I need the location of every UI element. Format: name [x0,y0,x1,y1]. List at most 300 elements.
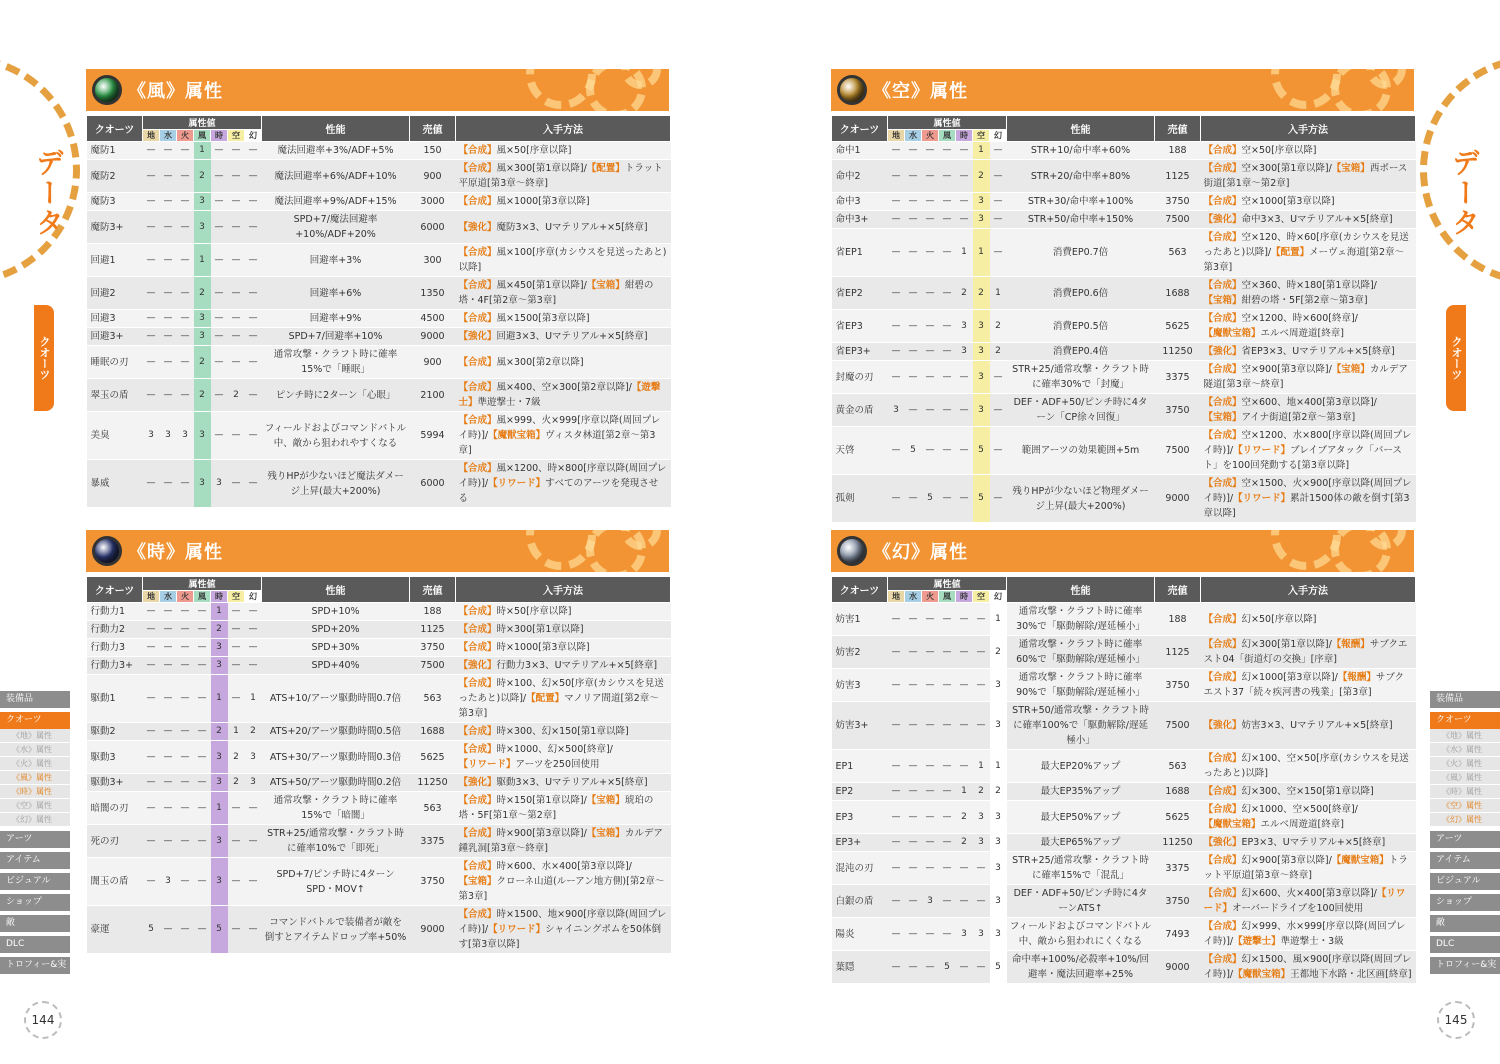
obtain-detail: 幻×100、空×50[序章(カシウスを見送ったあと)以降] [1203,753,1409,779]
header-element-0: 地 [143,591,160,603]
obtain-method-tag: 【リワード】 [1203,888,1406,914]
quartz-name: 駆動1 [87,675,143,723]
element-value: — [956,885,973,918]
quartz-obtain [456,906,671,954]
element-value: — [245,346,262,379]
element-value: — [194,603,211,621]
element-value: 2 [973,160,990,193]
menu-item-4[interactable]: ビジュアル [1430,873,1500,890]
element-value: 3 [990,834,1007,852]
menu-subitem-0[interactable]: 《地》属性 [0,729,70,743]
obtain-detail: 回避3×3、Uマテリアル+×5[終章] [496,331,648,342]
obtain-method-tag: 【宝箱】 [586,795,625,806]
obtain-method-tag: 【合成】 [458,795,497,806]
element-value: — [905,834,922,852]
element-value: 2 [990,310,1007,343]
quartz-name: 回避3+ [87,328,143,346]
element-value: 3 [211,741,228,774]
element-value: — [143,460,160,508]
element-value: — [956,160,973,193]
menu-subitem-1[interactable]: 《水》属性 [0,743,70,757]
quartz-effect: コマンドバトルで装備者が敵を倒すとアイテムドロップ率+50% [262,906,410,954]
element-value: — [228,193,245,211]
menu-subitem-5[interactable]: 《空》属性 [0,799,70,813]
obtain-detail: 時×1000[第3章以降] [496,642,590,653]
obtain-detail: 時×300[第1章以降] [496,624,584,635]
quartz-row [87,774,671,792]
quartz-name: 陽炎 [832,918,888,951]
element-value: — [888,669,905,702]
element-value: — [245,193,262,211]
element-value: 1 [990,603,1007,636]
quartz-obtain [1201,193,1416,211]
obtain-method-tag: 【強化】 [458,331,497,342]
element-value: — [143,160,160,193]
menu-subitem-3[interactable]: 《風》属性 [0,771,70,785]
element-value: — [905,229,922,277]
obtain-method-tag: 【遊撃士】 [458,382,661,408]
obtain-detail: 時×100、幻×50[序章(カシウスを見送ったあと)以降]/ [458,678,664,704]
element-value: — [990,394,1007,427]
element-value: — [143,142,160,160]
quartz-obtain [456,603,671,621]
menu-subitem-4[interactable]: 《時》属性 [1430,785,1500,799]
quartz-effect: ATS+50/アーツ駆動時間0.2倍 [262,774,410,792]
element-value: — [956,361,973,394]
menu-subitem-2[interactable]: 《火》属性 [0,757,70,771]
element-value: — [973,603,990,636]
menu-subitem-6[interactable]: 《幻》属性 [0,813,70,827]
quartz-name: 回避3 [87,310,143,328]
obtain-detail: 風×300[第2章以降] [496,356,584,368]
menu-item-8[interactable]: トロフィー&実績 [1430,957,1500,974]
quartz-obtain [456,657,671,675]
obtain-detail: 風×400、空×300[第2章以降]/ [496,382,632,393]
element-value: 2 [211,621,228,639]
obtain-detail: トラット平原道[第3章～終章] [458,163,663,189]
obtain-method-tag: 【合成】 [458,463,497,474]
obtain-detail: 風×1000[第3章以降] [496,196,590,207]
quartz-obtain [1201,361,1416,394]
element-value: — [245,211,262,244]
quartz-effect: 魔法回避率+3%/ADF+5% [262,142,410,160]
quartz-obtain [1201,603,1416,636]
element-value: — [211,346,228,379]
quartz-name: 魔防1 [87,142,143,160]
element-value: — [160,675,177,723]
quartz-effect: 通常攻撃・クラフト時に確率90%で「駆動解除/遅延極小」 [1007,669,1155,702]
quartz-price: 5994 [410,412,456,460]
element-value: — [888,160,905,193]
left-page-number: 144 [24,1001,62,1039]
quartz-effect: 魔法回避率+6%/ADF+10% [262,160,410,193]
element-value: 3 [956,343,973,361]
quartz-price: 3750 [410,639,456,657]
element-value: — [939,361,956,394]
element-value: — [973,852,990,885]
header-attribute-values: 属性値 [143,116,262,130]
section-title: 《空》属性 [873,81,968,102]
element-value: — [939,603,956,636]
menu-item-7[interactable]: DLC [1430,936,1500,953]
obtain-detail: サブクエスト37「続々疾河書の残業」[第3章] [1203,672,1405,698]
quartz-row [87,277,671,310]
quartz-name: 闇玉の盾 [87,858,143,906]
quartz-price: 5625 [1155,310,1201,343]
element-value: — [143,825,160,858]
element-value: — [245,621,262,639]
obtain-detail: 命中3×3、Uマテリアル+×5[終章] [1241,214,1393,225]
quartz-effect: SPD+7/魔法回避率+10%/ADF+20% [262,211,410,244]
quartz-price: 3750 [1155,885,1201,918]
element-value: — [211,211,228,244]
quartz-row [87,460,671,508]
element-value: 3 [211,657,228,675]
element-value: 1 [973,750,990,783]
element-value: 1 [194,244,211,277]
quartz-obtain [1201,310,1416,343]
menu-item-3[interactable]: アイテム [1430,852,1500,869]
section-title: 《時》属性 [128,542,223,563]
menu-item-6[interactable]: 敵 [1430,915,1500,932]
header-element-1: 水 [905,130,922,142]
quartz-price: 563 [1155,750,1201,783]
element-value: — [905,603,922,636]
menu-item-1[interactable]: クオーツ [0,712,70,729]
quartz-name: 駆動3 [87,741,143,774]
element-value: — [939,801,956,834]
menu-subitem-1[interactable]: 《水》属性 [1430,743,1500,757]
left-data-menu [0,691,70,987]
quartz-row [832,361,1416,394]
header-element-6: 幻 [990,130,1007,142]
menu-subitem-0[interactable]: 《地》属性 [1430,729,1500,743]
element-value: — [160,310,177,328]
obtain-method-tag: 【合成】 [458,280,497,291]
header-element-0: 地 [143,130,160,142]
header-element-3: 風 [939,130,956,142]
element-value: — [905,343,922,361]
obtain-method-tag: 【合成】 [458,744,497,755]
quartz-obtain [456,792,671,825]
quartz-name: 省EP1 [832,229,888,277]
quartz-row [87,657,671,675]
quartz-row [87,160,671,193]
quartz-obtain [1201,636,1416,669]
element-value: 3 [990,885,1007,918]
element-value: 3 [211,774,228,792]
menu-item-3[interactable]: アイテム [0,852,70,869]
quartz-obtain [1201,702,1416,750]
obtain-method-tag: 【合成】 [458,145,497,156]
quartz-obtain [1201,160,1416,193]
element-value: 3 [194,460,211,508]
element-value: 3 [211,825,228,858]
element-value: — [160,328,177,346]
quartz-effect: SPD+10% [262,603,410,621]
right-page-number: 145 [1437,1001,1475,1039]
quartz-table [86,576,671,954]
header-element-3: 風 [194,130,211,142]
element-value: — [211,379,228,412]
quartz-name: 暗闇の刃 [87,792,143,825]
obtain-detail: マノリア間道[第2章～第3章] [458,693,659,719]
obtain-method-tag: 【合成】 [1203,786,1242,797]
obtain-detail: 時×600、水×400[第3章以降]/ [496,861,632,872]
section-header [86,69,669,111]
obtain-detail: 空×1500、火×900[序章以降(周回プレイ時)]/ [1203,478,1412,504]
obtain-method-tag: 【合成】 [458,247,497,258]
quartz-name: 白銀の盾 [832,885,888,918]
right-quartz-tab[interactable] [1446,305,1466,411]
element-value: — [939,669,956,702]
obtain-method-tag: 【合成】 [458,415,497,426]
quartz-obtain [1201,783,1416,801]
element-value: — [905,361,922,394]
quartz-name: 死の刃 [87,825,143,858]
element-value: — [888,361,905,394]
quartz-row [832,229,1416,277]
element-value: 3 [211,460,228,508]
element-value: 3 [956,918,973,951]
menu-subitem-5[interactable]: 《空》属性 [1430,799,1500,813]
header-element-5: 空 [973,130,990,142]
obtain-detail: 西ボース街道[第1章～第2章] [1203,163,1408,189]
header-price: 売値 [410,116,456,142]
element-value: — [160,193,177,211]
quartz-price: 563 [1155,229,1201,277]
quartz-name: 天啓 [832,427,888,475]
quartz-obtain [456,211,671,244]
element-value: — [939,750,956,783]
obtain-method-tag: 【遊撃士】 [1233,936,1281,947]
obtain-method-tag: 【宝箱】 [1203,295,1242,306]
obtain-method-tag: 【魔獣宝箱】 [1233,969,1291,980]
element-value: — [228,328,245,346]
quartz-obtain [456,412,671,460]
quartz-effect: 残りHPが少ないほど物理ダメージ上昇(最大+200%) [1007,475,1155,523]
element-value: — [922,750,939,783]
element-value: 1 [973,142,990,160]
header-element-2: 火 [177,130,194,142]
menu-item-5[interactable]: ショップ [1430,894,1500,911]
quartz-effect: SPD+7/回避率+10% [262,328,410,346]
obtain-detail: 風×50[序章以降] [496,145,572,156]
element-value: — [211,244,228,277]
quartz-name: 行動力2 [87,621,143,639]
attribute-orb-icon [92,536,122,566]
header-attribute-values: 属性値 [143,577,262,591]
menu-item-0[interactable]: 装備品 [1430,691,1500,708]
header-element-6: 幻 [245,591,262,603]
header-obtain: 入手方法 [1201,577,1416,603]
header-element-3: 風 [194,591,211,603]
obtain-method-tag: 【合成】 [1203,954,1242,965]
quartz-table [831,115,1416,523]
quartz-price: 1125 [1155,160,1201,193]
obtain-method-tag: 【魔獣宝箱】 [1331,855,1389,866]
element-value: 1 [194,142,211,160]
menu-item-4[interactable]: ビジュアル [0,873,70,890]
element-value: — [245,906,262,954]
element-value: — [177,675,194,723]
element-value: 3 [194,193,211,211]
element-value: — [177,277,194,310]
quartz-effect: 範囲アーツの効果範囲+5m [1007,427,1155,475]
element-value: — [194,906,211,954]
quartz-name: 駆動3+ [87,774,143,792]
element-value: 3 [211,858,228,906]
element-value: — [888,918,905,951]
quartz-name: 混沌の刃 [832,852,888,885]
obtain-detail: 風×1500[第3章以降] [496,313,590,324]
quartz-price: 9000 [410,906,456,954]
quartz-row [87,379,671,412]
element-value: 5 [922,475,939,523]
obtain-method-tag: 【宝箱】 [1331,163,1370,174]
menu-item-0[interactable]: 装備品 [0,691,70,708]
menu-subitem-4[interactable]: 《時》属性 [0,785,70,799]
element-value: — [228,657,245,675]
element-value: — [922,229,939,277]
menu-subitem-3[interactable]: 《風》属性 [1430,771,1500,785]
obtain-method-tag: 【合成】 [1203,313,1242,324]
element-value: — [228,792,245,825]
element-value: — [905,783,922,801]
quartz-obtain [1201,229,1416,277]
obtain-method-tag: 【合成】 [1203,397,1242,408]
quartz-obtain [456,858,671,906]
obtain-detail: 風×450[第1章以降]/ [496,280,587,291]
element-value: — [177,723,194,741]
menu-item-5[interactable]: ショップ [0,894,70,911]
header-element-4: 時 [211,130,228,142]
quartz-row [87,310,671,328]
menu-subitem-2[interactable]: 《火》属性 [1430,757,1500,771]
element-value: 3 [177,412,194,460]
element-value: — [143,346,160,379]
quartz-name: 命中3+ [832,211,888,229]
element-value: — [956,394,973,427]
element-value: 1 [228,723,245,741]
element-value: — [194,723,211,741]
element-value: 3 [956,310,973,343]
header-obtain: 入手方法 [456,577,671,603]
element-value: — [160,723,177,741]
element-value: — [143,277,160,310]
header-effect: 性能 [262,116,410,142]
element-value: — [177,774,194,792]
element-value: — [905,193,922,211]
obtain-detail: 空×1200、水×800[序章以降(周回プレイ時)]/ [1203,430,1412,456]
menu-subitem-6[interactable]: 《幻》属性 [1430,813,1500,827]
obtain-method-tag: 【合成】 [1203,639,1242,650]
element-value: — [143,675,160,723]
menu-item-1[interactable]: クオーツ [1430,712,1500,729]
quartz-price: 11250 [410,774,456,792]
element-value: — [228,858,245,906]
quartz-name: 翠玉の盾 [87,379,143,412]
quartz-row [87,211,671,244]
right-quartz-tab-label: クオーツ [1450,336,1463,380]
obtain-detail: 幻×1000、空×500[終章]/ [1241,804,1358,815]
quartz-effect: STR+10/命中率+60% [1007,142,1155,160]
element-value: — [160,244,177,277]
quartz-price: 150 [410,142,456,160]
obtain-detail: 行動力3×3、Uマテリアル+×5[終章] [496,660,658,671]
element-value: — [228,906,245,954]
quartz-row [832,702,1416,750]
element-value: — [245,603,262,621]
quartz-price: 188 [1155,142,1201,160]
menu-item-6[interactable]: 敵 [0,915,70,932]
element-value: — [177,657,194,675]
section-header [831,69,1414,111]
obtain-method-tag: 【リワード】 [1233,493,1291,504]
header-element-0: 地 [888,591,905,603]
quartz-obtain [456,193,671,211]
quartz-row [832,193,1416,211]
header-element-6: 幻 [245,130,262,142]
element-value: — [905,852,922,885]
obtain-method-tag: 【リワード】 [488,478,546,489]
quartz-price: 5625 [1155,801,1201,834]
element-value: 3 [990,801,1007,834]
element-value: — [905,142,922,160]
obtain-detail: すべてのアーツを発現させる [458,478,659,504]
element-value: — [888,193,905,211]
element-value: — [245,310,262,328]
element-value: — [228,825,245,858]
attribute-orb-icon [92,75,122,105]
element-value: — [245,460,262,508]
quartz-name: EP3+ [832,834,888,852]
element-value: — [228,142,245,160]
element-value: — [228,160,245,193]
quartz-effect: 最大EP50%アップ [1007,801,1155,834]
quartz-price: 3375 [1155,361,1201,394]
quartz-price: 3375 [410,825,456,858]
element-value: — [228,675,245,723]
obtain-method-tag: 【報酬】 [1337,672,1376,683]
element-value: 1 [990,750,1007,783]
attribute-orb-icon [837,536,867,566]
menu-item-2[interactable]: アーツ [1430,831,1500,848]
quartz-name: 孤剣 [832,475,888,523]
quartz-effect: STR+30/命中率+100% [1007,193,1155,211]
element-value: — [990,211,1007,229]
quartz-name: 黄金の盾 [832,394,888,427]
left-quartz-tab[interactable] [34,305,54,411]
quartz-effect: 消費EP0.6倍 [1007,277,1155,310]
section-title: 《風》属性 [128,81,223,102]
quartz-price: 6000 [410,211,456,244]
quartz-name: 睡眠の刃 [87,346,143,379]
element-value: — [228,603,245,621]
element-value: — [228,621,245,639]
element-value: — [143,858,160,906]
obtain-method-tag: 【配置】 [1271,247,1310,258]
menu-item-7[interactable]: DLC [0,936,70,953]
menu-item-2[interactable]: アーツ [0,831,70,848]
element-value: — [956,852,973,885]
left-side-title: データ [32,148,65,238]
quartz-effect: 通常攻撃・クラフト時に確率30%で「駆動解除/遅延極小」 [1007,603,1155,636]
element-value: — [939,834,956,852]
menu-item-8[interactable]: トロフィー&実績 [0,957,70,974]
element-value: — [160,277,177,310]
element-value: — [160,774,177,792]
